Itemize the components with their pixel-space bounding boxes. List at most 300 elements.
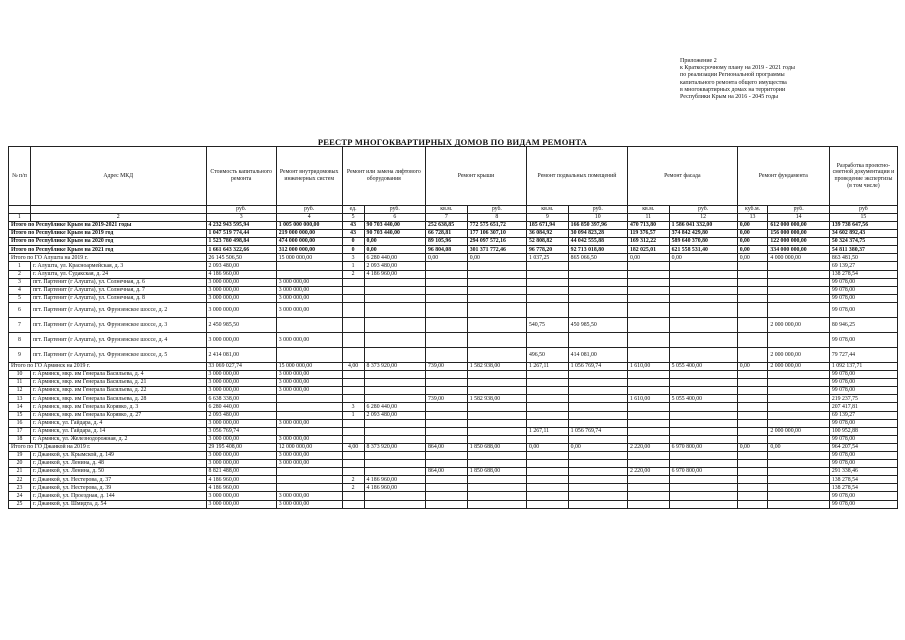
value-cell: [526, 492, 568, 500]
header-no: № п/п: [9, 147, 31, 206]
value-cell: [467, 476, 526, 484]
value-cell: [737, 435, 768, 443]
total-row: [9, 254, 898, 262]
value-cell: 3 000 000,00: [276, 379, 342, 387]
value-cell: [526, 294, 568, 302]
total-value: 3: [342, 254, 364, 262]
value-cell: [342, 317, 364, 332]
value-cell: 864,00: [426, 468, 468, 476]
value-cell: [627, 347, 669, 362]
value-cell: 138 278,54: [829, 484, 897, 492]
value-cell: 540,75: [526, 317, 568, 332]
value-cell: 99 078,00: [829, 492, 897, 500]
value-cell: 3 000 000,00: [276, 278, 342, 286]
value-cell: 3 000 000,00: [206, 286, 276, 294]
value-cell: 99 078,00: [829, 500, 897, 508]
value-cell: [364, 379, 425, 387]
row-number: 7: [9, 317, 31, 332]
total-value: 6 970 800,00: [669, 443, 737, 451]
unit-cell: руб.: [276, 206, 342, 214]
total-value: 33 069 027,74: [206, 362, 276, 370]
unit-cell: руб.: [364, 206, 425, 214]
unit-cell: [30, 206, 206, 214]
value-cell: [426, 317, 468, 332]
value-cell: [467, 270, 526, 278]
total-value: 2 000 000,00: [768, 362, 829, 370]
value-cell: [669, 286, 737, 294]
value-cell: 2 450 985,50: [206, 317, 276, 332]
value-cell: [526, 468, 568, 476]
value-cell: [364, 286, 425, 294]
unit-cell: ед.: [342, 206, 364, 214]
total-value: 739,00: [426, 362, 468, 370]
value-cell: 99 078,00: [829, 460, 897, 468]
value-cell: [526, 371, 568, 379]
total-value: 15 000 000,00: [276, 254, 342, 262]
value-cell: 99 078,00: [829, 451, 897, 459]
value-cell: 99 078,00: [829, 387, 897, 395]
total-value: 122 000 000,00: [768, 238, 829, 246]
value-cell: [426, 387, 468, 395]
total-value: 0,00: [627, 254, 669, 262]
header-engineering: Ремонт внутридомовых инженерных систем: [276, 147, 342, 206]
total-value: 0,00: [669, 254, 737, 262]
column-number: 6: [364, 214, 425, 222]
value-cell: [568, 419, 627, 427]
value-cell: 99 078,00: [829, 278, 897, 286]
value-cell: [627, 332, 669, 347]
value-cell: [568, 302, 627, 317]
value-cell: [526, 379, 568, 387]
row-number: 15: [9, 411, 31, 419]
value-cell: [737, 411, 768, 419]
value-cell: [768, 270, 829, 278]
value-cell: 1: [342, 411, 364, 419]
total-value: 90 703 440,00: [364, 222, 425, 230]
value-cell: [467, 451, 526, 459]
total-value: 470 713,80: [627, 222, 669, 230]
value-cell: 99 078,00: [829, 419, 897, 427]
value-cell: [568, 278, 627, 286]
value-cell: [426, 476, 468, 484]
total-value: 0,00: [426, 254, 468, 262]
total-label: Итого по Республике Крым на 2019 год: [9, 230, 207, 238]
column-number: 9: [526, 214, 568, 222]
table-row: [9, 435, 898, 443]
value-cell: 99 078,00: [829, 294, 897, 302]
row-number: 8: [9, 332, 31, 347]
total-label: Итого по Республике Крым на 2019-2021 годы: [9, 222, 207, 230]
value-cell: [737, 294, 768, 302]
value-cell: [426, 451, 468, 459]
value-cell: [568, 484, 627, 492]
total-value: 185 671,94: [526, 222, 568, 230]
value-cell: 1 850 688,00: [467, 468, 526, 476]
row-number: 1: [9, 262, 31, 270]
value-cell: [526, 460, 568, 468]
row-number: 10: [9, 371, 31, 379]
value-cell: 3 056 769,74: [206, 427, 276, 435]
total-value: 177 106 307,10: [467, 230, 526, 238]
value-cell: [768, 286, 829, 294]
value-cell: [627, 371, 669, 379]
value-cell: [526, 262, 568, 270]
total-value: 1 523 780 498,84: [206, 238, 276, 246]
value-cell: [669, 371, 737, 379]
total-value: 772 575 651,72: [467, 222, 526, 230]
total-value: 1 267,11: [526, 362, 568, 370]
total-row: [9, 443, 898, 451]
row-number: 6: [9, 302, 31, 317]
total-row: [9, 362, 898, 370]
total-row: [9, 230, 898, 238]
total-value: 29 195 408,00: [206, 443, 276, 451]
value-cell: [342, 451, 364, 459]
total-value: 8 373 920,00: [364, 443, 425, 451]
value-cell: [526, 278, 568, 286]
table-row: [9, 427, 898, 435]
value-cell: [627, 492, 669, 500]
address-cell: г. Армянск, ул. Железнодорожная, д. 2: [30, 435, 206, 443]
value-cell: [364, 317, 425, 332]
value-cell: [526, 387, 568, 395]
total-value: 4 000 000,00: [768, 254, 829, 262]
value-cell: 3 000 000,00: [206, 492, 276, 500]
value-cell: 2: [342, 484, 364, 492]
column-number: 8: [467, 214, 526, 222]
appendix-line: в многоквартирных домах на территории: [680, 86, 786, 93]
column-number: 1: [9, 214, 31, 222]
value-cell: 3 000 000,00: [206, 332, 276, 347]
column-number: 15: [829, 214, 897, 222]
total-value: 301 371 772,46: [467, 246, 526, 254]
appendix-line: Приложение 2: [680, 58, 717, 64]
value-cell: 1 056 769,74: [568, 427, 627, 435]
total-value: 864,00: [426, 443, 468, 451]
address-cell: г. Армянск, ул. Гайдара, д. 14: [30, 427, 206, 435]
value-cell: [627, 270, 669, 278]
value-cell: [526, 286, 568, 294]
total-value: 0: [342, 238, 364, 246]
table-row: [9, 403, 898, 411]
value-cell: [276, 468, 342, 476]
value-cell: 5 055 400,00: [669, 395, 737, 403]
value-cell: 3 000 000,00: [206, 387, 276, 395]
total-value: 0,00: [737, 230, 768, 238]
value-cell: 3 000 000,00: [276, 302, 342, 317]
table-row: [9, 468, 898, 476]
value-cell: [768, 451, 829, 459]
address-cell: пгт. Партенит (г Алушта), ул. Фрунзенское шоссе, д. 5: [30, 347, 206, 362]
address-cell: г. Армянск, мкр. им Генерала Васильева, д. 28: [30, 395, 206, 403]
total-value: 1 005 000 000,00: [276, 222, 342, 230]
value-cell: [737, 427, 768, 435]
row-number: 11: [9, 379, 31, 387]
address-cell: г. Алушта, ул. Судакская, д. 24: [30, 270, 206, 278]
value-cell: [669, 435, 737, 443]
value-cell: [342, 468, 364, 476]
value-cell: [737, 286, 768, 294]
value-cell: 2 000 000,00: [768, 347, 829, 362]
row-number: 5: [9, 294, 31, 302]
table-row: [9, 476, 898, 484]
value-cell: 3 000 000,00: [276, 294, 342, 302]
unit-cell: руб.: [206, 206, 276, 214]
total-row: [9, 222, 898, 230]
value-cell: [426, 294, 468, 302]
value-cell: [669, 317, 737, 332]
value-cell: 99 078,00: [829, 286, 897, 294]
address-cell: г. Джанкой, ул. Ленина, д. 48: [30, 460, 206, 468]
total-value: 294 097 572,16: [467, 238, 526, 246]
total-value: 0,00: [526, 443, 568, 451]
value-cell: 2 414 081,00: [206, 347, 276, 362]
value-cell: [342, 294, 364, 302]
total-value: 863 481,50: [829, 254, 897, 262]
row-number: 23: [9, 484, 31, 492]
units-row: [9, 206, 898, 214]
total-value: 139 738 647,56: [829, 222, 897, 230]
value-cell: 2 000 000,00: [768, 427, 829, 435]
document-title: РЕЕСТР МНОГОКВАРТИРНЫХ ДОМОВ ПО ВИДАМ РЕМОНТА: [317, 137, 588, 147]
value-cell: [526, 302, 568, 317]
total-value: 334 000 000,00: [768, 246, 829, 254]
value-cell: 3 000 000,00: [206, 379, 276, 387]
value-cell: [426, 347, 468, 362]
value-cell: [627, 286, 669, 294]
value-cell: 3 000 000,00: [276, 451, 342, 459]
row-number: 24: [9, 492, 31, 500]
value-cell: [467, 278, 526, 286]
value-cell: 450 985,50: [568, 317, 627, 332]
value-cell: 99 078,00: [829, 435, 897, 443]
value-cell: 3 000 000,00: [206, 451, 276, 459]
value-cell: [276, 476, 342, 484]
value-cell: [737, 379, 768, 387]
value-cell: [737, 468, 768, 476]
value-cell: [669, 419, 737, 427]
value-cell: [364, 427, 425, 435]
value-cell: 138 278,54: [829, 476, 897, 484]
value-cell: [768, 468, 829, 476]
value-cell: [342, 371, 364, 379]
value-cell: [276, 270, 342, 278]
value-cell: [467, 317, 526, 332]
value-cell: 4 186 960,00: [364, 476, 425, 484]
table-row: [9, 460, 898, 468]
table-header-row: [9, 147, 898, 206]
value-cell: [342, 379, 364, 387]
value-cell: [669, 262, 737, 270]
appendix-note: [680, 58, 840, 101]
value-cell: [737, 403, 768, 411]
value-cell: 3 000 000,00: [276, 286, 342, 294]
row-number: 19: [9, 451, 31, 459]
column-number: 2: [30, 214, 206, 222]
unit-cell: руб: [829, 206, 897, 214]
total-value: 1 092 137,71: [829, 362, 897, 370]
value-cell: [342, 419, 364, 427]
total-value: 36 084,92: [526, 230, 568, 238]
column-number: 11: [627, 214, 669, 222]
value-cell: 8 821 488,00: [206, 468, 276, 476]
total-value: 0,00: [467, 254, 526, 262]
value-cell: [426, 460, 468, 468]
value-cell: [737, 460, 768, 468]
value-cell: 99 078,00: [829, 302, 897, 317]
value-cell: 99 078,00: [829, 332, 897, 347]
value-cell: 3 000 000,00: [276, 492, 342, 500]
value-cell: [276, 411, 342, 419]
unit-cell: руб.: [568, 206, 627, 214]
value-cell: 739,00: [426, 395, 468, 403]
row-number: 20: [9, 460, 31, 468]
value-cell: [568, 460, 627, 468]
value-cell: 3 000 000,00: [206, 500, 276, 508]
value-cell: [364, 371, 425, 379]
value-cell: [467, 500, 526, 508]
total-value: 5 055 400,00: [669, 362, 737, 370]
value-cell: [737, 395, 768, 403]
total-value: 4 232 943 595,94: [206, 222, 276, 230]
value-cell: [669, 484, 737, 492]
total-value: 43: [342, 230, 364, 238]
table-row: [9, 387, 898, 395]
value-cell: 69 139,27: [829, 262, 897, 270]
value-cell: [342, 500, 364, 508]
value-cell: [426, 332, 468, 347]
value-cell: 3: [342, 403, 364, 411]
address-cell: г. Армянск, мкр. им Генерала Корявко, д. 27: [30, 411, 206, 419]
total-value: 865 066,50: [568, 254, 627, 262]
value-cell: 6 280 440,00: [206, 403, 276, 411]
total-value: 0,00: [364, 238, 425, 246]
value-cell: [526, 403, 568, 411]
table-row: [9, 371, 898, 379]
value-cell: [627, 262, 669, 270]
value-cell: [768, 395, 829, 403]
total-value: 96 804,08: [426, 246, 468, 254]
value-cell: [768, 294, 829, 302]
value-cell: [276, 427, 342, 435]
unit-cell: кв.м.: [426, 206, 468, 214]
unit-cell: руб.: [467, 206, 526, 214]
value-cell: [669, 270, 737, 278]
value-cell: [526, 411, 568, 419]
value-cell: [737, 371, 768, 379]
total-value: 621 558 531,40: [669, 246, 737, 254]
value-cell: [526, 332, 568, 347]
header-lift: Ремонт или замена лифтового оборудования: [342, 147, 425, 206]
value-cell: 3 000 000,00: [276, 371, 342, 379]
value-cell: 414 081,00: [568, 347, 627, 362]
total-label: Итого по ГО Джанкой на 2019 г.: [9, 443, 207, 451]
appendix-line: к Краткосрочному плану на 2019 - 2021 годы: [680, 65, 795, 72]
value-cell: [568, 379, 627, 387]
table-row: [9, 294, 898, 302]
value-cell: [627, 435, 669, 443]
value-cell: [737, 387, 768, 395]
table-row: [9, 332, 898, 347]
total-label: Итого по ГО Алушта на 2019 г.: [9, 254, 207, 262]
total-value: 34 602 892,43: [829, 230, 897, 238]
value-cell: [467, 492, 526, 500]
row-number: 13: [9, 395, 31, 403]
address-cell: пгт. Партенит (г Алушта), ул. Фрунзенское шоссе, д. 4: [30, 332, 206, 347]
value-cell: [426, 403, 468, 411]
value-cell: [364, 468, 425, 476]
value-cell: [669, 500, 737, 508]
value-cell: [568, 371, 627, 379]
value-cell: [669, 302, 737, 317]
value-cell: 2 093 480,00: [206, 411, 276, 419]
row-number: 17: [9, 427, 31, 435]
value-cell: [627, 278, 669, 286]
value-cell: [364, 332, 425, 347]
value-cell: [737, 347, 768, 362]
column-number-row: [9, 214, 898, 222]
value-cell: [342, 492, 364, 500]
header-address: Адрес МКД: [30, 147, 206, 206]
address-cell: г. Джанкой, ул. Проездная, д. 144: [30, 492, 206, 500]
total-value: 1 047 519 774,44: [206, 230, 276, 238]
value-cell: [568, 411, 627, 419]
address-cell: г. Джанкой, ул. Ленина, д. 50: [30, 468, 206, 476]
value-cell: [342, 332, 364, 347]
column-number: 14: [768, 214, 829, 222]
value-cell: 4 186 960,00: [206, 270, 276, 278]
address-cell: г. Джанкой, ул. Шмидта, д. 54: [30, 500, 206, 508]
value-cell: 100 952,88: [829, 427, 897, 435]
column-number: 13: [737, 214, 768, 222]
total-value: 1 610,00: [627, 362, 669, 370]
value-cell: [276, 347, 342, 362]
value-cell: 3 000 000,00: [206, 302, 276, 317]
table-row: [9, 419, 898, 427]
value-cell: 2 000 000,00: [768, 317, 829, 332]
value-cell: [467, 286, 526, 294]
column-number: 12: [669, 214, 737, 222]
value-cell: [627, 317, 669, 332]
total-value: 4,00: [342, 443, 364, 451]
value-cell: 2 093 480,00: [206, 262, 276, 270]
value-cell: [568, 451, 627, 459]
address-cell: г. Армянск, мкр. им Генерала Васильева, д. 22: [30, 387, 206, 395]
value-cell: [276, 395, 342, 403]
total-value: 374 842 429,80: [669, 230, 737, 238]
value-cell: [276, 317, 342, 332]
value-cell: [669, 294, 737, 302]
value-cell: [467, 403, 526, 411]
value-cell: [737, 476, 768, 484]
table-row: [9, 270, 898, 278]
address-cell: г. Армянск, мкр. им Генерала Васильева, д. 4: [30, 371, 206, 379]
value-cell: [627, 476, 669, 484]
total-value: 0,00: [364, 246, 425, 254]
address-cell: пгт. Партенит (г Алушта), ул. Солнечная, д. 6: [30, 278, 206, 286]
value-cell: 219 237,75: [829, 395, 897, 403]
value-cell: [426, 492, 468, 500]
address-cell: пгт. Партенит (г Алушта), ул. Фрунзенское шоссе, д. 3: [30, 317, 206, 332]
address-cell: пгт. Партенит (г Алушта), ул. Солнечная, д. 8: [30, 294, 206, 302]
total-value: 0,00: [737, 362, 768, 370]
value-cell: [768, 492, 829, 500]
value-cell: [568, 270, 627, 278]
value-cell: [669, 403, 737, 411]
value-cell: [467, 460, 526, 468]
total-value: 119 376,57: [627, 230, 669, 238]
value-cell: [526, 395, 568, 403]
